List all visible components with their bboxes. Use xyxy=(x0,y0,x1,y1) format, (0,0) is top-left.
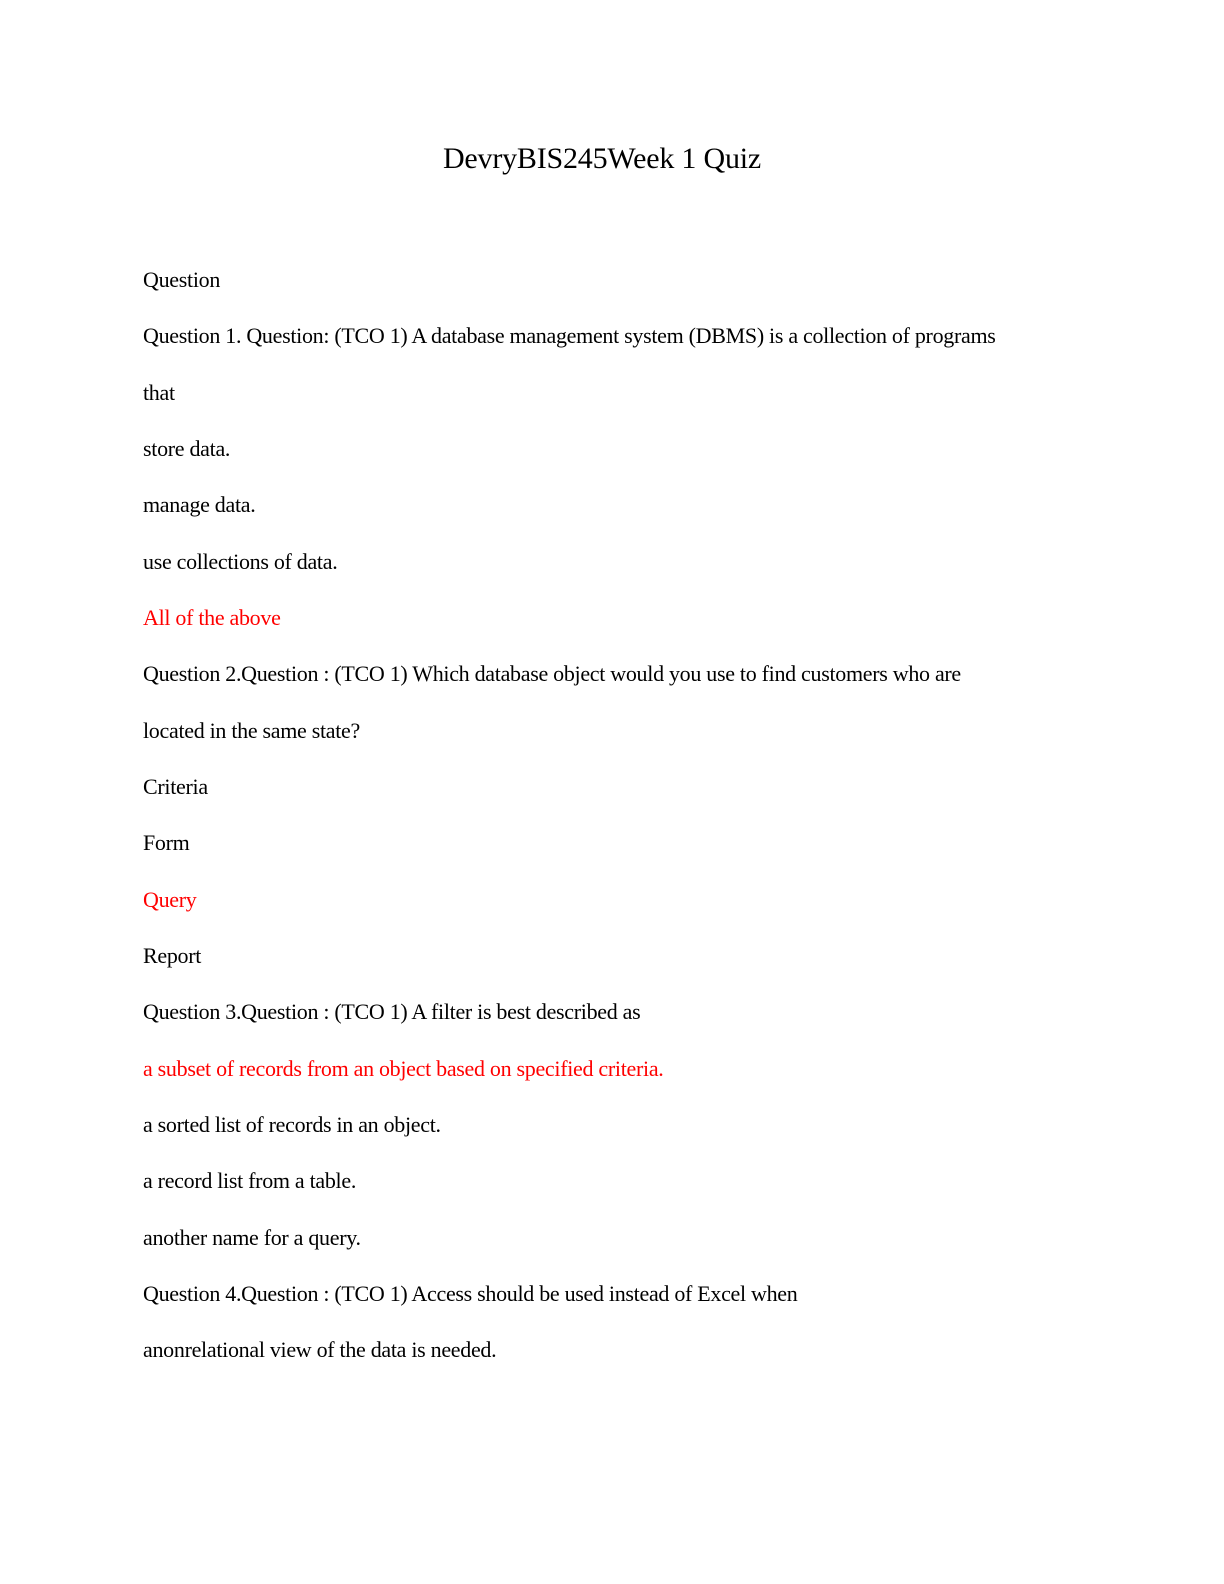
question-2-text-continued: located in the same state? xyxy=(143,717,360,743)
question-3-option: a record list from a table. xyxy=(143,1168,357,1194)
question-3-correct-answer: a subset of records from an object based on specified criteria. xyxy=(143,1055,664,1081)
question-1-correct-answer: All of the above xyxy=(143,604,281,630)
question-1-option: manage data. xyxy=(143,492,256,518)
question-2-option: Form xyxy=(143,830,190,856)
question-1-option: store data. xyxy=(143,435,231,461)
question-2-correct-answer: Query xyxy=(143,886,197,912)
document-title: DevryBIS245Week 1 Quiz xyxy=(442,142,762,175)
question-2-text: Question 2.Question : (TCO 1) Which database object would you use to find customers who are xyxy=(143,661,961,687)
question-3-option: another name for a query. xyxy=(143,1224,361,1250)
question-3-option: a sorted list of records in an object. xyxy=(143,1111,441,1137)
question-2-option: Report xyxy=(143,942,202,968)
question-1-option: use collections of data. xyxy=(143,548,338,574)
question-2-option: Criteria xyxy=(143,773,208,799)
question-4-option: anonrelational view of the data is needed. xyxy=(143,1337,497,1363)
question-3-text: Question 3.Question : (TCO 1) A filter is best described as xyxy=(143,999,641,1025)
question-4-text: Question 4.Question : (TCO 1) Access should be used instead of Excel when xyxy=(143,1280,798,1306)
question-1-text: Question 1. Question: (TCO 1) A database management system (DBMS) is a collection of programs xyxy=(143,323,996,349)
text-line: Question xyxy=(143,267,221,292)
document-body xyxy=(143,262,1103,1389)
question-1-text-continued: that xyxy=(143,379,175,405)
